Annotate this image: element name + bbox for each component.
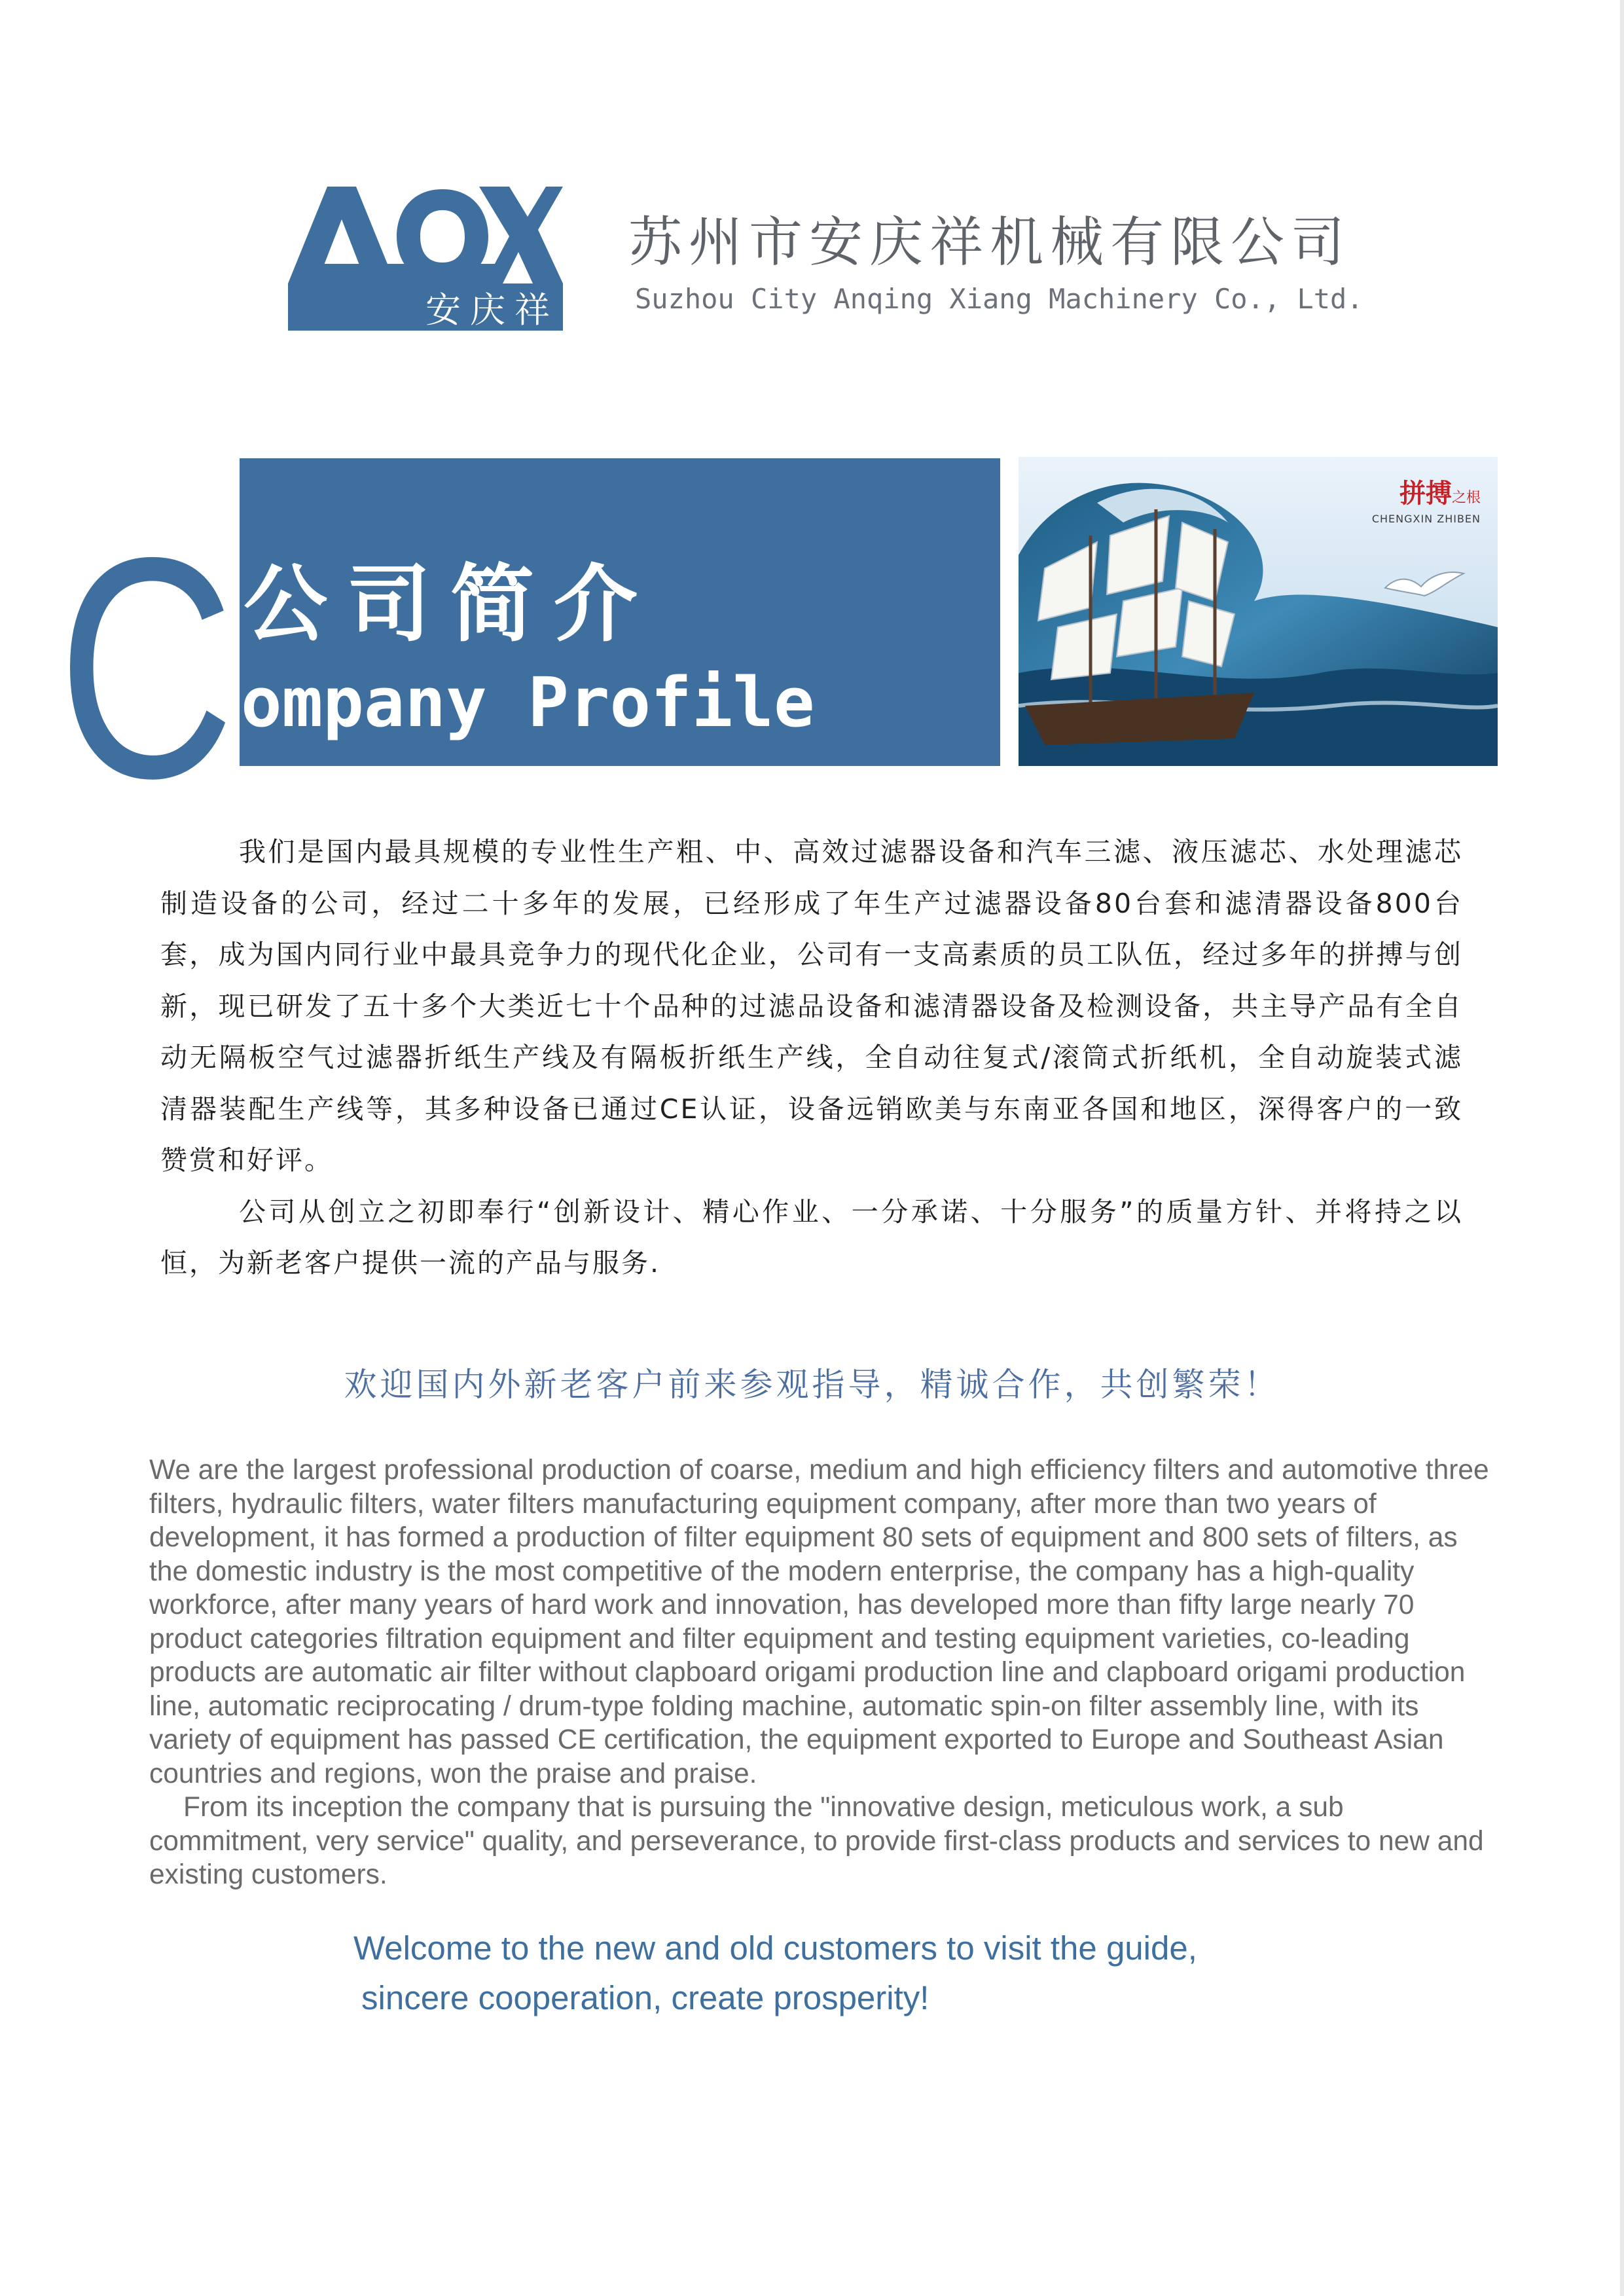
welcome-slogan-en	[353, 1923, 1197, 2023]
welcome-en-line-2: sincere cooperation, create prosperity!	[361, 1979, 929, 2016]
company-logo	[288, 187, 563, 334]
company-name-cn: 苏州市安庆祥机械有限公司	[628, 211, 1352, 274]
sailing-ship-photo	[1019, 457, 1498, 766]
photo-slogan-main: 拼搏	[1399, 478, 1452, 509]
photo-slogan-sub: CHENGXIN ZHIBEN	[1371, 513, 1481, 525]
welcome-en-line-1: Welcome to the new and old customers to visit the guide,	[353, 1929, 1197, 1967]
company-name-en: Suzhou City Anqing Xiang Machinery Co., Ltd.	[635, 283, 1363, 315]
company-intro-en	[149, 1453, 1498, 1892]
section-title-en: ompany Profile	[241, 663, 815, 742]
intro-cn-paragraph-2: 公司从创立之初即奉行“创新设计、精心作业、一分承诺、十分服务”的质量方针、并将持之以恒，为新老客户提供一流的产品与服务.	[160, 1195, 1463, 1279]
intro-cn-paragraph-1: 我们是国内最具规模的专业性生产粗、中、高效过滤器设备和汽车三滤、液压滤芯、水处理滤芯制造设备的公司，经过二十多年的发展，已经形成了年生产过滤器设备80台套和滤清器设备800台套，成为国内同行业中最具竞争力的现代化企业，公司有一支高素质的员工队伍，经过多年的拼搏与创新，现已研发了五十多个大类近七十个品种的过滤品设备和滤清器设备及检测设备，共主导产品有全自动无隔板空气过滤器折纸生产线及有隔板折纸生产线，全自动往复式/滚筒式折纸机，全自动旋装式滤清器装配生产线等，其多种设备已通过CE认证，设备远销欧美与东南亚各国和地区，深得客户的一致赞赏和好评。	[160, 836, 1463, 1176]
logo-cn-name: 安庆祥	[288, 283, 563, 331]
photo-slogan	[1372, 473, 1481, 525]
intro-en-paragraph-1: We are the largest professional production of coarse, medium and high efficiency filters and automotive three filters, hydraulic filters, water filters manufacturing equipment company, after more than two years of development, it has formed a production of filter equipment 80 sets of equipment and 800 sets of filters, as the domestic industry is the most competitive of the modern enterprise, the company has a high-quality workforce, after many years of hard work and innovation, has developed more than fifty large nearly 70 product categories filtration equipment and filter equipment and testing equipment varieties, co-leading products are automatic air filter without clapboard origami production line and clapboard origami production line, automatic reciprocating / drum-type folding machine, automatic spin-on filter assembly line, with its variety of equipment has passed CE certification, the equipment exported to Europe and Southeast Asian countries and regions, won the praise and praise.	[149, 1455, 1489, 1789]
company-intro-cn	[160, 826, 1463, 1289]
section-title-cn: 公司简介	[244, 556, 658, 653]
big-letter-c: C	[58, 492, 235, 843]
intro-en-paragraph-2: From its inception the company that is pursuing the "innovative design, meticulous work, a sub commitment, very service" quality, and perseverance, to provide first-class products and services to new and existing customers.	[149, 1792, 1484, 1890]
logo-letters-mark	[288, 187, 563, 285]
photo-slogan-small: 之根	[1451, 490, 1481, 506]
welcome-slogan-cn: 欢迎国内外新老客户前来参观指导，精诚合作，共创繁荣！	[344, 1366, 1280, 1404]
